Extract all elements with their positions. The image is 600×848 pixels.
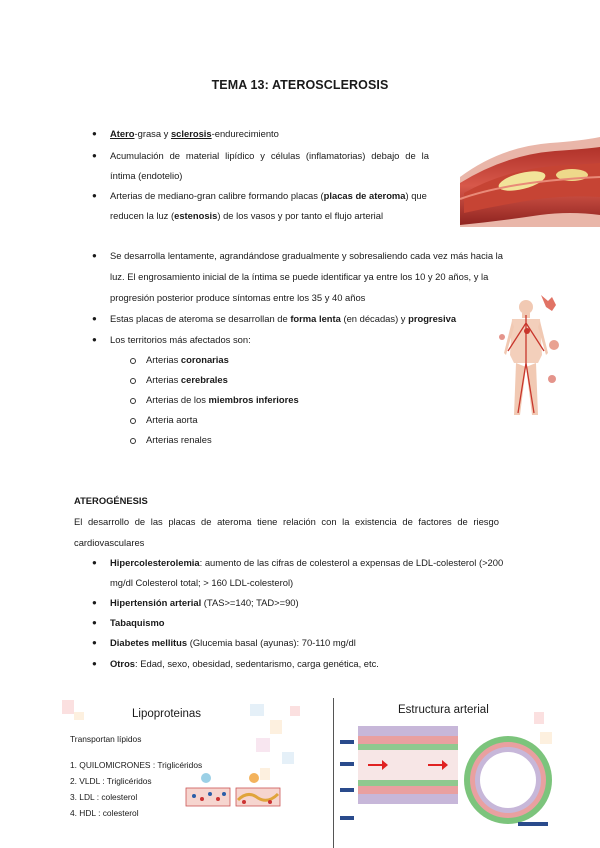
text: -grasa y	[134, 128, 171, 139]
artery-plaque-image	[460, 137, 600, 227]
territory-item	[146, 414, 198, 426]
bullet-arterias-l1	[110, 190, 427, 202]
term-estenosis: estenosis	[174, 210, 218, 221]
bullet-territorios: Los territorios más afectados son:	[110, 334, 251, 345]
bullet-icon: ●	[92, 618, 97, 627]
bullet-placas-lentas	[110, 313, 456, 325]
text: -endurecimiento	[211, 128, 279, 139]
bullet-icon: ●	[92, 314, 97, 323]
artery-structure-diagram	[338, 722, 558, 846]
bullet-icon: ●	[92, 558, 97, 567]
territory-item	[146, 394, 299, 406]
term-forma-lenta: forma lenta	[290, 313, 341, 324]
bullet-icon: ●	[92, 191, 97, 200]
bullet-icon: ●	[92, 251, 97, 260]
circle-bullet-icon	[130, 378, 136, 384]
text: Arteria aorta	[146, 414, 198, 425]
text: Hipercolesterolemia	[110, 557, 200, 568]
bullet-desarrollo-l1: Se desarrolla lentamente, agrandándose gradualmente y sobresaliendo cada vez más hacia la	[110, 250, 503, 261]
decor-square	[270, 720, 282, 734]
text: Diabetes mellitus	[110, 637, 188, 648]
bullet-icon: ●	[92, 659, 97, 668]
bullet-desarrollo-l3: progresión posterior produce síntomas entre los 35 y 40 años	[110, 292, 366, 303]
text: (en décadas) y	[340, 313, 409, 324]
decor-square	[62, 700, 74, 714]
text: Hipertensión arterial	[110, 597, 202, 608]
factor-item	[110, 637, 356, 649]
bullet-icon: ●	[92, 598, 97, 607]
decor-square	[256, 738, 270, 752]
bullet-icon: ●	[92, 151, 97, 160]
slide-list-item: 3. LDL : colesterol	[70, 792, 138, 802]
term-atero: Atero	[110, 128, 135, 139]
slide-list-item: 1. QUILOMICRONES : Triglicéridos	[70, 760, 203, 770]
text: reducen la luz (	[110, 210, 175, 221]
bullet-icon: ●	[92, 638, 97, 647]
slide-list-item: 4. HDL : colesterol	[70, 808, 139, 818]
page-title: TEMA 13: ATEROSCLEROSIS	[211, 78, 389, 92]
territory-item	[146, 434, 212, 446]
text: Arterias de mediano-gran calibre formando placas (	[110, 190, 324, 201]
factor-item	[110, 617, 165, 629]
text: Otros	[110, 658, 136, 669]
text: (TAS>=140; TAD>=90)	[201, 597, 299, 608]
factor-item	[110, 597, 299, 609]
slide-list-item: 2. VLDL : Triglicéridos	[70, 776, 152, 786]
text: ) de los vasos y por tanto el flujo arterial	[217, 210, 384, 221]
text: : aumento de las cifras de colesterol a expensas de LDL-colesterol (>200	[199, 557, 504, 568]
text: Arterias renales	[146, 434, 212, 445]
bullet-arterias-l2	[110, 210, 383, 222]
slide-title: Estructura arterial	[398, 704, 489, 716]
paragraph-l1: El desarrollo de las placas de ateroma tiene relación con la existencia de factores de riesgo	[74, 516, 499, 527]
slide-estructura-arterial	[333, 698, 561, 848]
term-placas: placas de ateroma	[323, 190, 406, 201]
circle-bullet-icon	[130, 358, 136, 364]
decor-square	[74, 712, 84, 720]
circle-bullet-icon	[130, 398, 136, 404]
factor-item	[110, 658, 379, 670]
text: Arterias de los	[146, 394, 209, 405]
text: coronarias	[180, 354, 229, 365]
human-body-arteries-image	[496, 293, 566, 423]
text: Estas placas de ateroma se desarrollan de	[110, 313, 291, 324]
circle-bullet-icon	[130, 418, 136, 424]
slide-subtitle: Transportan lípidos	[70, 734, 142, 744]
text: cerebrales	[180, 374, 228, 385]
bullet-acumulacion-l2: íntima (endotelio)	[110, 170, 183, 181]
decor-square	[250, 704, 264, 716]
paragraph-l2: cardiovasculares	[74, 537, 145, 548]
circle-bullet-icon	[130, 438, 136, 444]
slide-title: Lipoproteinas	[132, 708, 202, 720]
bullet-desarrollo-l2: luz. El engrosamiento inicial de la íntima se puede identificar ya entre los 10 y 20 años, y la	[110, 271, 489, 282]
lipoprotein-diagram	[184, 770, 294, 820]
factor-item	[110, 557, 503, 569]
text: Arterias	[146, 354, 181, 365]
bullet-icon: ●	[92, 335, 97, 344]
factor-item-cont: mg/dl Colesterol total; > 160 LDL-colesterol)	[110, 577, 294, 588]
bullet-icon: ●	[92, 129, 97, 138]
territory-item	[146, 374, 228, 386]
text: : Edad, sexo, obesidad, sedentarismo, carga genética, etc.	[135, 658, 379, 669]
bullet-atero	[110, 128, 279, 140]
text: ) que	[405, 190, 427, 201]
term-progresiva: progresiva	[408, 313, 457, 324]
decor-square	[282, 752, 294, 764]
text: (Glucemia basal (ayunas): 70-110 mg/dl	[187, 637, 356, 648]
text: miembros inferiores	[208, 394, 299, 405]
term-sclerosis: sclerosis	[170, 128, 212, 139]
section-heading-aterogenesis: ATEROGÉNESIS	[74, 495, 148, 506]
territory-item	[146, 354, 229, 366]
text: Arterias	[146, 374, 181, 385]
slide-lipoproteinas	[60, 698, 310, 848]
decor-square	[290, 706, 300, 716]
text: Tabaquismo	[110, 617, 165, 628]
bullet-acumulacion-l1: Acumulación de material lipídico y células (inflamatorias) debajo de la	[110, 150, 429, 161]
